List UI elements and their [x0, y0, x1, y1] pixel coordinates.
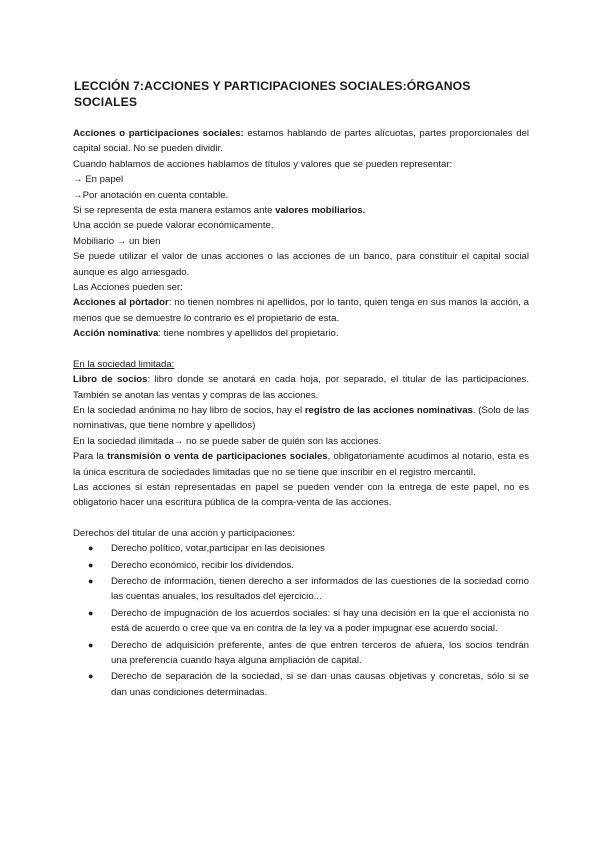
definition-paragraph — [73, 126, 529, 157]
list-item-text: Derecho económico, recibir los dividendos. — [111, 559, 294, 571]
bullet-icon: ● — [88, 671, 94, 682]
transmision-term: transmisión o venta de participaciones sociales — [107, 451, 328, 463]
anonima-post: . (Solo de las nominativas, que tiene nombre y apellidos) — [73, 404, 529, 432]
nominativa-paragraph — [73, 326, 529, 341]
bullet-icon: ● — [88, 607, 94, 618]
list-item — [73, 541, 529, 556]
mobiliarios-pre: Si se representa de esta manera estamos ante — [73, 205, 276, 217]
list-item-text: Derecho de adquisición preferente, antes de que entren terceros de afuera, los socios tendrán una preferencia cuando haya alguna ampliación de capital. — [111, 639, 529, 666]
document-body — [73, 126, 529, 701]
list-item-text: Derecho de impugnación de los acuerdos sociales: si hay una decisión en la que el accionista no está de acuerdo o cree que va en contra de la ley va a poder impugnar ese acuerdo social. — [111, 607, 529, 635]
page-title: LECCIÓN 7:ACCIONES Y PARTICIPACIONES SOCIALES:ÓRGANOS SOCIALES — [74, 79, 471, 109]
representation-line: Cuando hablamos de acciones hablamos de títulos y valores que se pueden representar: — [73, 158, 453, 170]
bullet-icon: ● — [88, 575, 94, 586]
section-gap — [73, 511, 529, 526]
libro-term: Libro de socios — [73, 374, 148, 386]
portador-paragraph — [73, 295, 529, 326]
transmision-pre: Para la — [73, 451, 108, 463]
nominativa-term: Acción nominativa — [73, 328, 159, 340]
list-item-text: Derecho de información, tienen derecho a ser informados de las cuestiones de la sociedad como las cuentas anuales, los resultados del ejercicio... — [111, 575, 529, 603]
list-item-text: Derecho de separación de la sociedad, si se dan unas causas objetivas y concretas, sólo si se dan unas condiciones determinadas. — [111, 671, 529, 698]
transmision-post: , obligatoriamente acudimos al notario, esta es la única escritura de sociedades limitadas que no se tiene que inscribir en el registro mercantil. — [73, 451, 529, 478]
anonima-pre: En la sociedad anónima no hay libro de socios, hay el — [73, 404, 305, 416]
mobiliarios-term: valores mobiliarios. — [275, 205, 366, 217]
derechos-heading: Derechos del titular de una acción y participaciones: — [73, 527, 295, 539]
portador-text: : no tienen nombres ni apellidos, por lo tanto, quien tenga en sus manos la acción, a menos que se demuestre lo contrario es el propietario de esta. — [73, 297, 529, 324]
bullet-icon: ● — [88, 559, 94, 570]
nominativa-text: : tiene nombres y apellidos del propietario. — [158, 328, 339, 340]
section-gap — [73, 342, 529, 357]
paper-line: → En papel — [73, 174, 124, 186]
list-item-text: Derecho político, votar,participar en las decisiones — [111, 543, 325, 555]
annotation-line: →Por anotación en cuenta contable. — [73, 189, 229, 201]
mobiliarios-line — [73, 203, 529, 218]
anonima-paragraph — [73, 403, 529, 434]
limitada-heading: En la sociedad limitada: — [73, 358, 175, 370]
types-line: Las Acciones pueden ser: — [73, 282, 183, 294]
list-item — [73, 574, 529, 605]
mobiliario-line: Mobiliario → un bien — [73, 235, 161, 247]
definition-text: estamos hablando de partes alícuotas, partes proporcionales del capital social. No se pueden dividir. — [73, 128, 529, 155]
definition-term: Acciones o participaciones sociales: — [73, 128, 244, 139]
bullet-icon: ● — [88, 639, 94, 650]
ilimitada-line: En la sociedad ilimitada→ no se puede saber de quién son las acciones. — [73, 435, 382, 447]
bullet-icon: ● — [88, 543, 94, 554]
papel-paragraph: Las acciones sí están representadas en papel se pueden vender con la entrega de este papel, no es obligatorio hacer una escritura pública de la compra-venta de las acciones. — [73, 481, 529, 509]
capital-paragraph: Se puede utilizar el valor de unas acciones o las acciones de un banco, para constituir el capital social aunque es algo arriesgado. — [73, 251, 529, 278]
transmision-paragraph — [73, 449, 529, 480]
list-item — [73, 606, 529, 637]
libro-text: : libro donde se anotará en cada hoja, por separado, el titular de las participaciones. También se anotan las ventas y compras de las acciones. — [73, 374, 529, 401]
libro-paragraph — [73, 372, 529, 403]
valuation-line: Una acción se puede valorar económicamente. — [73, 220, 274, 232]
rights-list — [73, 541, 529, 700]
list-item — [73, 558, 529, 573]
list-item — [73, 669, 529, 700]
portador-term: Acciones al pòrtador — [73, 297, 169, 309]
anonima-term: registro de las acciones nominativas — [304, 404, 473, 416]
list-item — [73, 638, 529, 669]
